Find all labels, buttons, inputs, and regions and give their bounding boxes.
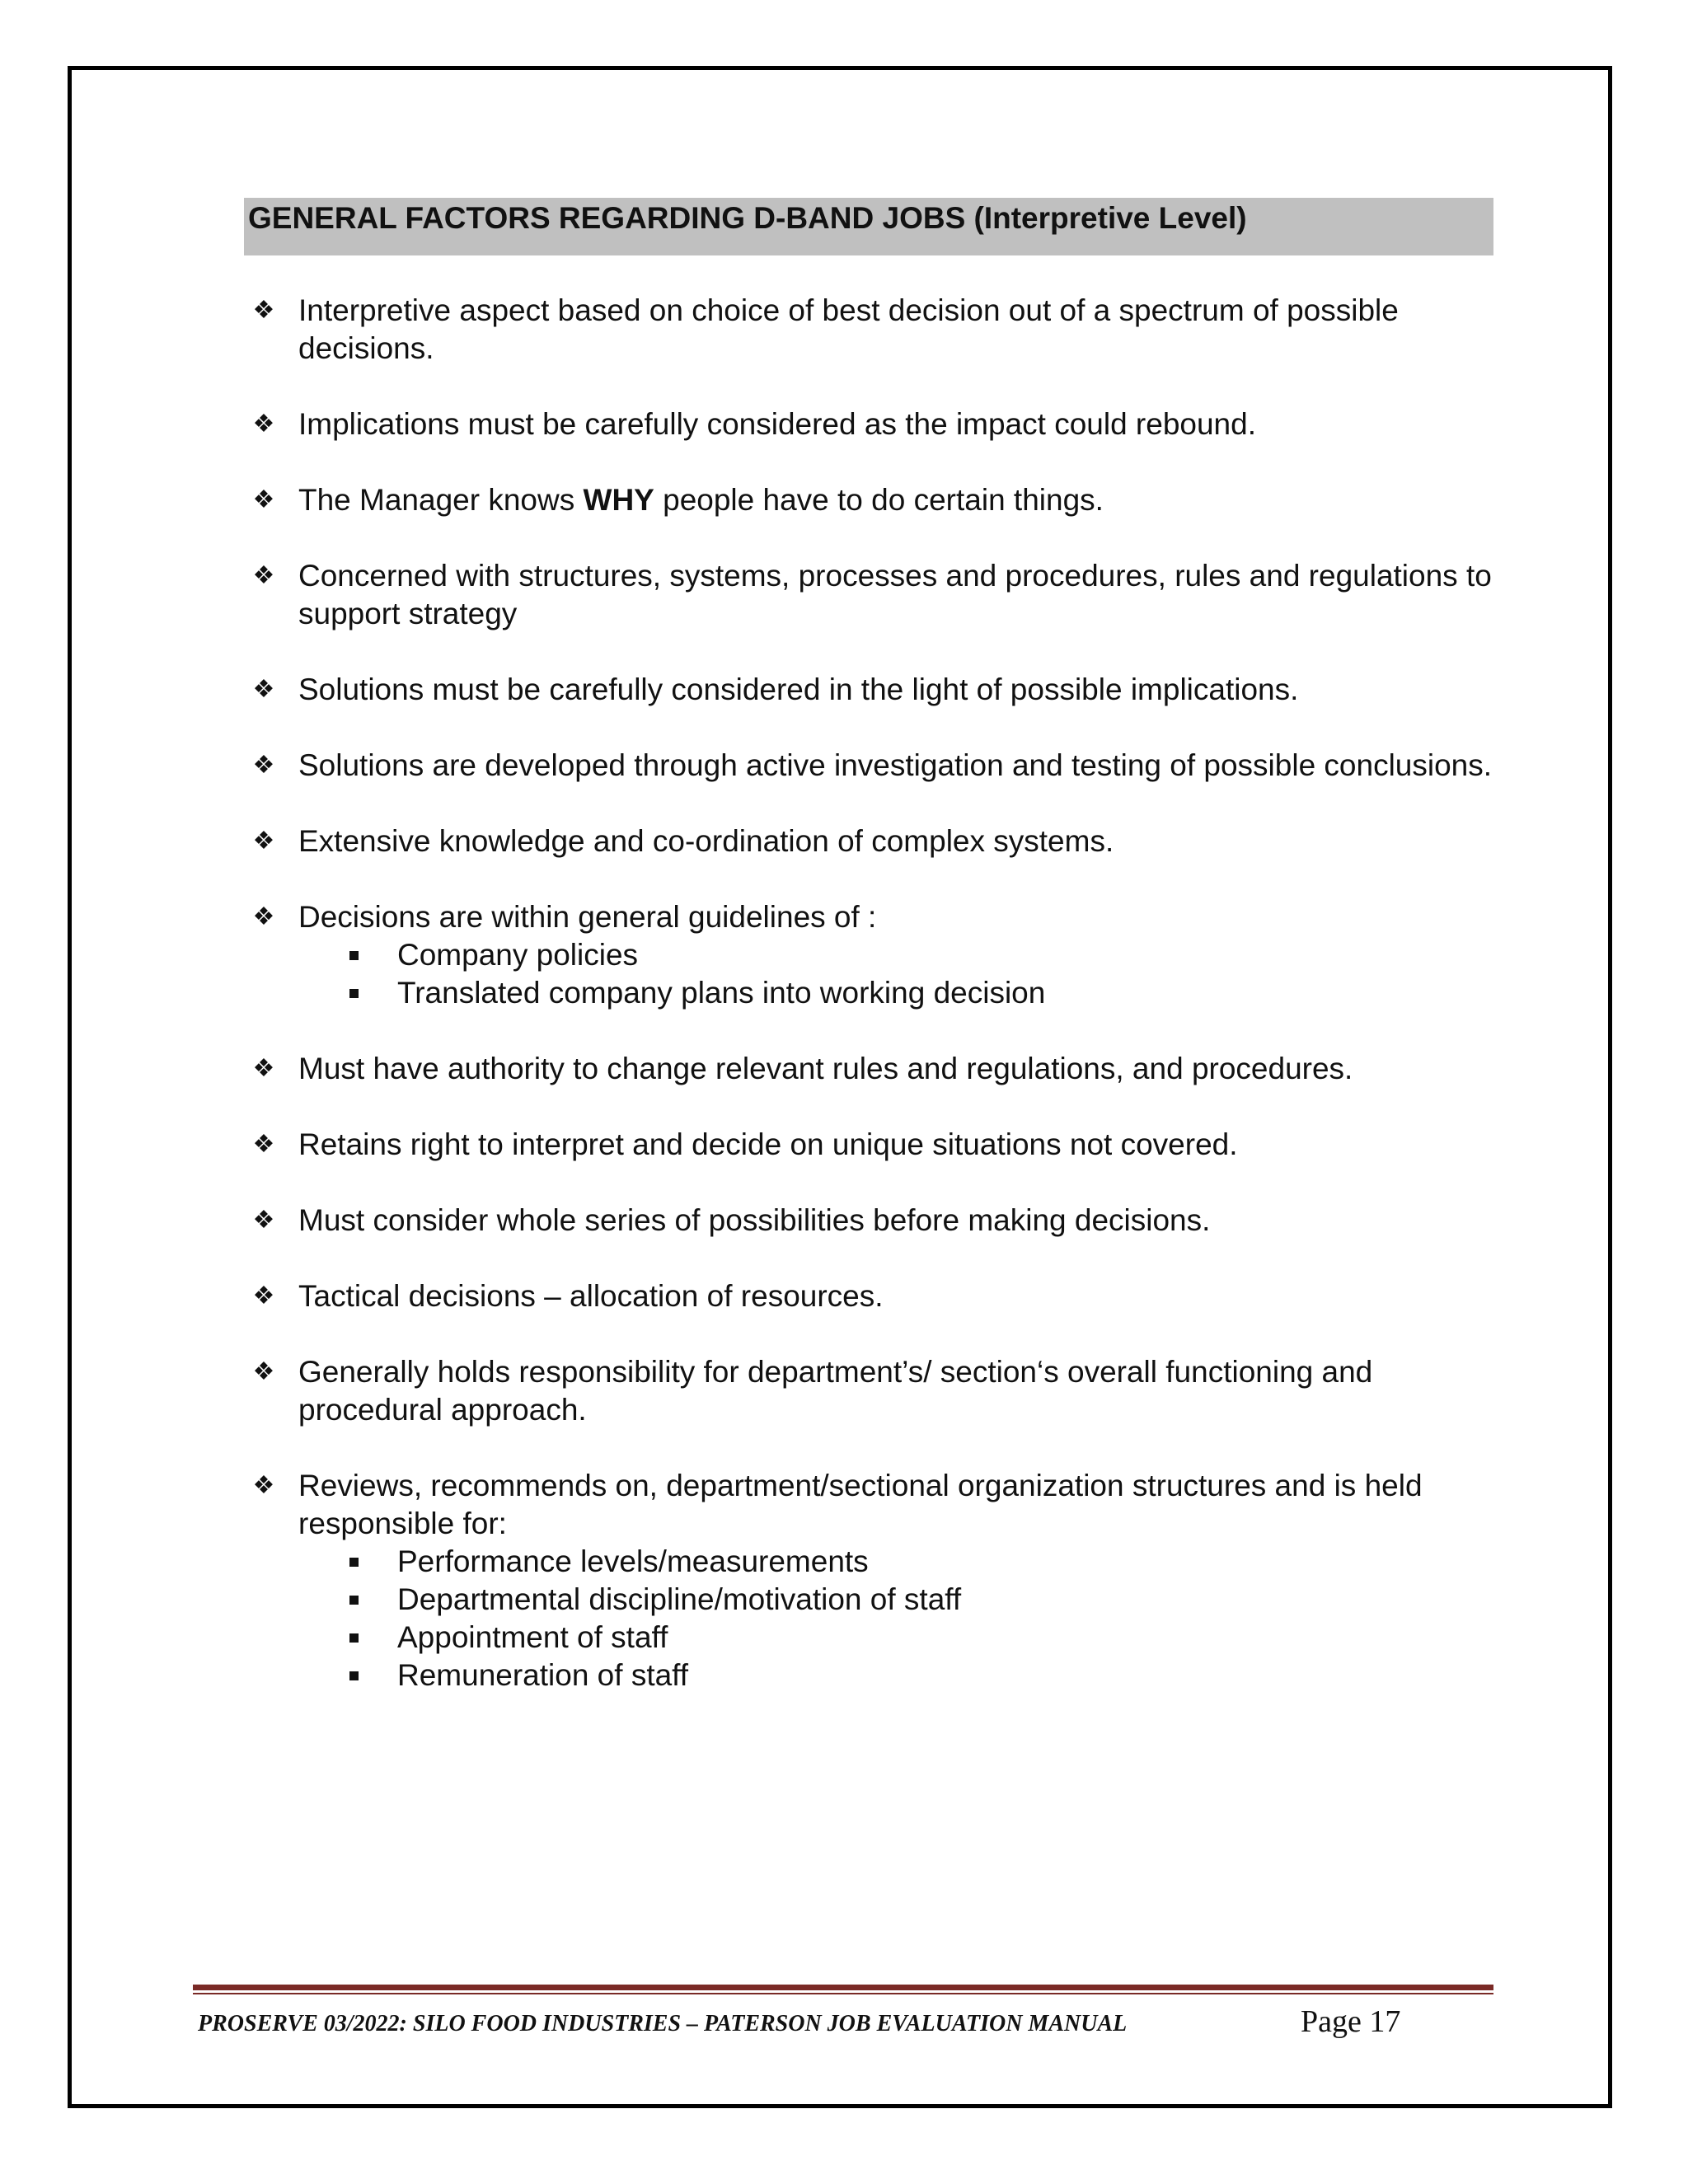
sub-list-item-text: Remuneration of staff	[397, 1658, 689, 1692]
list-item-text: Must have authority to change relevant rules and regulations, and procedures.	[298, 1052, 1353, 1085]
sub-list-item	[298, 1581, 1500, 1619]
square-bullet-icon	[349, 1671, 359, 1680]
sub-list-item	[298, 936, 1500, 974]
four-diamond-bullet-icon: ❖	[252, 903, 275, 930]
sub-list	[298, 936, 1500, 1012]
four-diamond-bullet-icon: ❖	[252, 752, 275, 779]
square-bullet-icon	[349, 951, 359, 960]
four-diamond-bullet-icon: ❖	[252, 1055, 275, 1082]
four-diamond-bullet-icon: ❖	[252, 297, 275, 324]
list-item	[247, 1277, 1500, 1315]
list-item-text	[298, 481, 1500, 519]
sub-list-item	[298, 1619, 1500, 1657]
square-bullet-icon	[349, 1596, 359, 1605]
list-item-text: Concerned with structures, systems, processes and procedures, rules and regulations to support strategy	[298, 559, 1492, 630]
section-heading-bar	[244, 198, 1493, 255]
emphasis-why: WHY	[583, 483, 654, 517]
sub-list-item	[298, 1543, 1500, 1581]
list-item	[247, 1353, 1500, 1429]
footer-page-number: Page 17	[1301, 2004, 1401, 2039]
footer-rule-thin	[193, 1993, 1493, 1994]
list-item-text: Generally holds responsibility for department’s/ section‘s overall functioning and procedural approach.	[298, 1355, 1373, 1427]
bullet-list	[247, 292, 1500, 1732]
square-bullet-icon	[349, 989, 359, 998]
text-after: people have to do certain things.	[654, 483, 1104, 517]
square-bullet-icon	[349, 1633, 359, 1643]
four-diamond-bullet-icon: ❖	[252, 1282, 275, 1310]
sub-list-item	[298, 974, 1500, 1012]
four-diamond-bullet-icon: ❖	[252, 562, 275, 589]
list-item-text: Solutions are developed through active investigation and testing of possible conclusions.	[298, 748, 1493, 782]
sub-list-item-text: Company policies	[397, 938, 639, 972]
four-diamond-bullet-icon: ❖	[252, 1358, 275, 1385]
sub-list-item-text: Performance levels/measurements	[397, 1544, 869, 1578]
four-diamond-bullet-icon: ❖	[252, 1472, 275, 1499]
list-item	[247, 481, 1500, 519]
list-item	[247, 1467, 1500, 1694]
list-item	[247, 823, 1500, 860]
list-item	[247, 557, 1500, 633]
section-heading: GENERAL FACTORS REGARDING D-BAND JOBS (Interpretive Level)	[248, 201, 1247, 235]
sub-list-item-text: Appointment of staff	[397, 1620, 668, 1654]
list-item	[247, 1050, 1500, 1088]
list-item-text: Reviews, recommends on, department/sectional organization structures and is held responsible for:	[298, 1469, 1423, 1540]
list-item	[247, 405, 1500, 443]
footer-document-title: PROSERVE 03/2022: SILO FOOD INDUSTRIES – PATERSON JOB EVALUATION MANUAL	[198, 2011, 1128, 2036]
list-item-text: Extensive knowledge and co-ordination of complex systems.	[298, 824, 1114, 858]
list-item-text: Decisions are within general guidelines of :	[298, 900, 877, 934]
list-item	[247, 747, 1500, 785]
four-diamond-bullet-icon: ❖	[252, 410, 275, 438]
sub-list-item-text: Translated company plans into working decision	[397, 976, 1046, 1010]
four-diamond-bullet-icon: ❖	[252, 486, 275, 513]
list-item	[247, 292, 1500, 368]
list-item	[247, 898, 1500, 1012]
list-item-text: Tactical decisions – allocation of resources.	[298, 1279, 884, 1313]
square-bullet-icon	[349, 1558, 359, 1567]
four-diamond-bullet-icon: ❖	[252, 827, 275, 855]
list-item	[247, 1126, 1500, 1164]
footer-rule	[193, 1985, 1493, 1990]
list-item	[247, 1202, 1500, 1240]
list-item-text: Must consider whole series of possibilities before making decisions.	[298, 1203, 1211, 1237]
list-item-text: Solutions must be carefully considered in the light of possible implications.	[298, 673, 1299, 706]
sub-list-item	[298, 1657, 1500, 1694]
sub-list	[298, 1543, 1500, 1694]
sub-list-item-text: Departmental discipline/motivation of staff	[397, 1582, 962, 1616]
list-item-text: Interpretive aspect based on choice of best decision out of a spectrum of possible decisions.	[298, 293, 1399, 365]
four-diamond-bullet-icon: ❖	[252, 1131, 275, 1158]
four-diamond-bullet-icon: ❖	[252, 1207, 275, 1234]
list-item-text: Retains right to interpret and decide on unique situations not covered.	[298, 1127, 1238, 1161]
text-before: The Manager knows	[298, 483, 584, 517]
four-diamond-bullet-icon: ❖	[252, 676, 275, 703]
list-item-text: Implications must be carefully considered as the impact could rebound.	[298, 407, 1256, 441]
list-item	[247, 671, 1500, 709]
